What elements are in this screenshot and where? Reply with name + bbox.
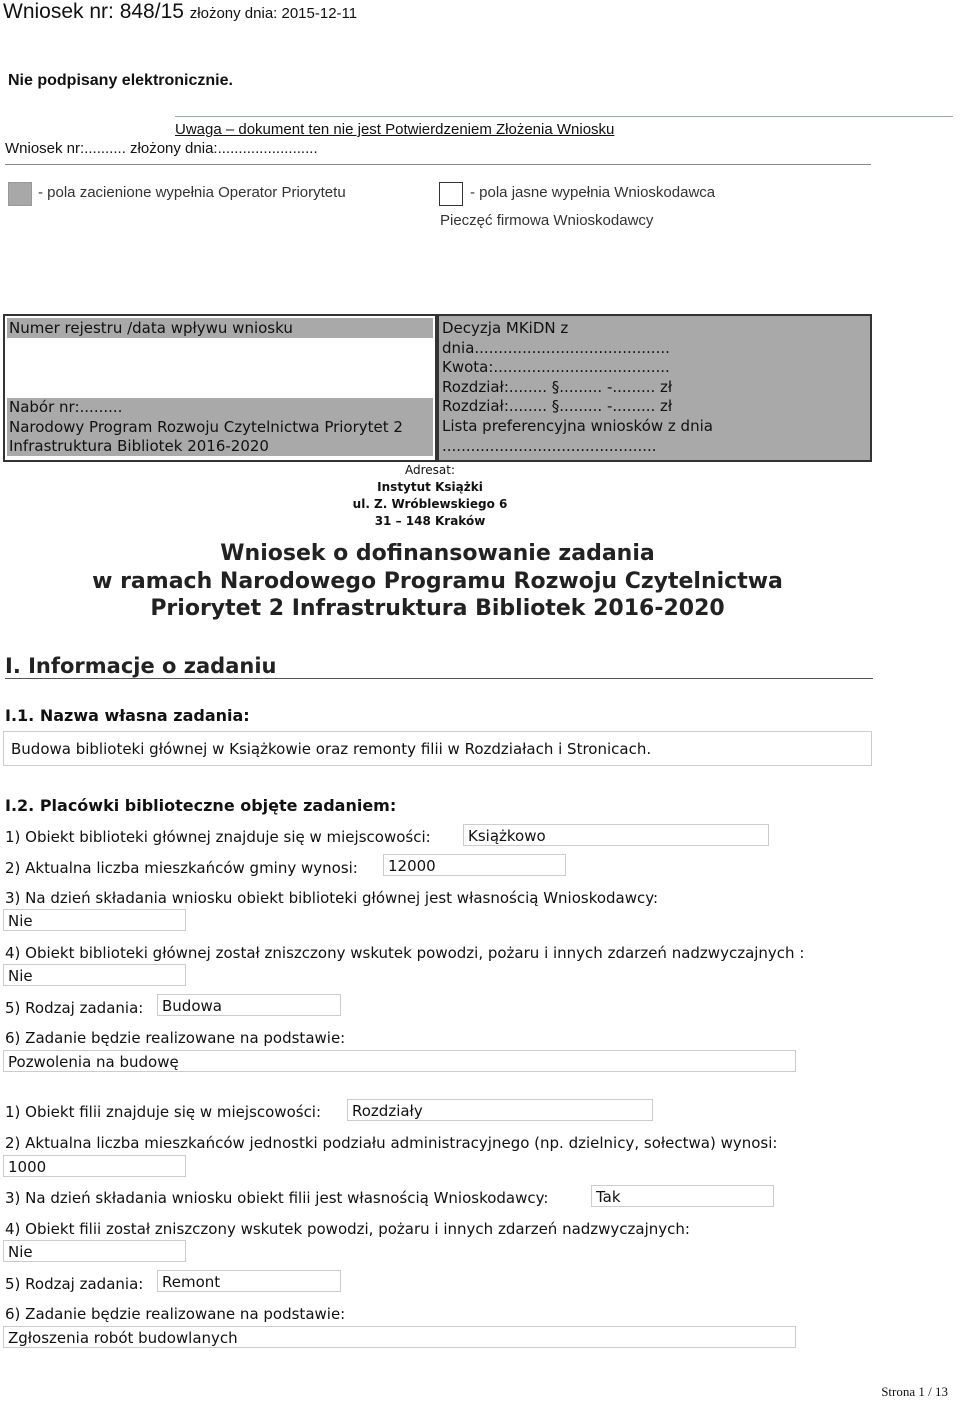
preference-date-line: ............................................. xyxy=(442,436,657,455)
amount-line: Kwota:..................................... xyxy=(442,358,670,377)
addressee-city: 31 – 148 Kraków xyxy=(374,514,486,528)
header-divider xyxy=(5,164,871,165)
receipt-line: Wniosek nr:.......... złożony dnia:........................ xyxy=(5,140,318,157)
libraries-heading: I.2. Placówki biblioteczne objęte zadaniem: xyxy=(5,796,397,815)
main-title-line-1: Wniosek o dofinansowanie zadania xyxy=(220,541,655,566)
program-line-2: Infrastruktura Bibliotek 2016-2020 xyxy=(9,437,269,456)
task-name-heading: I.1. Nazwa własna zadania: xyxy=(5,706,250,725)
warning-divider xyxy=(175,116,953,117)
budget-line-1: Rozdział:........ §......... -......... zł xyxy=(442,377,673,396)
branch-location-field: Rozdziały xyxy=(347,1099,653,1121)
main-task-type-field: Budowa xyxy=(157,994,341,1016)
light-field-swatch xyxy=(439,182,463,206)
addressee-street: ul. Z. Wróblewskiego 6 xyxy=(352,497,508,511)
document-title xyxy=(3,0,357,24)
main-location-field: Książkowo xyxy=(463,824,769,846)
main-basis-field: Pozwolenia na budowę xyxy=(3,1050,796,1072)
company-stamp-label: Pieczęć firmowa Wnioskodawcy xyxy=(440,212,654,229)
main-ownership-field: Nie xyxy=(3,909,186,931)
page-number: Strona 1 / 13 xyxy=(881,1384,948,1399)
addressee-block xyxy=(330,462,530,530)
operator-register-box xyxy=(3,314,437,462)
main-location-question: 1) Obiekt biblioteki głównej znajduje się w miejscowości: xyxy=(5,828,431,846)
submission-date: złożony dnia: 2015-12-11 xyxy=(189,5,358,22)
main-task-type-question: 5) Rodzaj zadania: xyxy=(5,999,144,1017)
gray-field-swatch xyxy=(8,182,32,206)
branch-basis-question: 6) Zadanie będzie realizowane na podstawie: xyxy=(5,1305,346,1323)
branch-ownership-question: 3) Na dzień składania wniosku obiekt filii jest własnością Wnioskodawcy: xyxy=(5,1189,549,1207)
addressee-name: Instytut Książki xyxy=(377,480,483,494)
main-title xyxy=(0,540,875,623)
branch-task-type-question: 5) Rodzaj zadania: xyxy=(5,1275,144,1293)
warning-notice: Uwaga – dokument ten nie jest Potwierdzeniem Złożenia Wniosku xyxy=(175,121,615,138)
main-basis-question: 6) Zadanie będzie realizowane na podstawie: xyxy=(5,1029,346,1047)
branch-destroyed-question: 4) Obiekt filii został zniszczony wskutek powodzi, pożaru i innych zdarzeń nadzwyczajnych: xyxy=(5,1220,690,1238)
section-heading: I. Informacje o zadaniu xyxy=(5,654,277,678)
decision-date-line: dnia......................................... xyxy=(442,338,670,357)
gray-field-legend: - pola zacienione wypełnia Operator Priorytetu xyxy=(38,184,346,201)
application-number: Wniosek nr: 848/15 xyxy=(3,0,184,23)
main-ownership-question: 3) Na dzień składania wniosku obiekt biblioteki głównej jest własnością Wnioskodawcy: xyxy=(5,889,659,907)
addressee-label: Adresat: xyxy=(404,463,456,477)
branch-destroyed-field: Nie xyxy=(3,1240,186,1262)
program-line-1: Narodowy Program Rozwoju Czytelnictwa Priorytet 2 xyxy=(9,417,403,436)
light-field-legend: - pola jasne wypełnia Wnioskodawca xyxy=(470,184,716,201)
main-title-line-3: Priorytet 2 Infrastruktura Bibliotek 2016-2020 xyxy=(150,596,725,621)
budget-line-2: Rozdział:........ §......... -......... zł xyxy=(442,397,673,416)
decision-line: Decyzja MKiDN z xyxy=(442,319,569,337)
main-title-line-2: w ramach Narodowego Programu Rozwoju Czytelnictwa xyxy=(92,568,783,594)
branch-population-field: 1000 xyxy=(3,1155,186,1177)
section-divider xyxy=(5,678,873,679)
branch-task-type-field: Remont xyxy=(157,1270,341,1292)
register-label: Numer rejestru /data wpływu wniosku xyxy=(9,319,293,337)
preference-list-line: Lista preferencyjna wniosków z dnia xyxy=(442,417,713,435)
main-destroyed-field: Nie xyxy=(3,964,186,986)
unsigned-notice: Nie podpisany elektronicznie. xyxy=(8,72,233,89)
main-population-field: 12000 xyxy=(383,854,566,876)
branch-location-question: 1) Obiekt filii znajduje się w miejscowości: xyxy=(5,1103,322,1121)
main-destroyed-question: 4) Obiekt biblioteki głównej został zniszczony wskutek powodzi, pożaru i innych zdarzeń nadzwyczajnych : xyxy=(5,944,805,962)
main-population-question: 2) Aktualna liczba mieszkańców gminy wynosi: xyxy=(5,859,358,877)
branch-population-question: 2) Aktualna liczba mieszkańców jednostki podziału administracyjnego (np. dzielnicy, sołectwa) wynosi: xyxy=(5,1134,778,1152)
branch-ownership-field: Tak xyxy=(591,1185,774,1207)
branch-basis-field: Zgłoszenia robót budowlanych xyxy=(3,1326,796,1348)
operator-decision-box xyxy=(437,314,872,462)
task-name-value: Budowa biblioteki głównej w Książkowie oraz remonty filii w Rozdziałach i Stronicach. xyxy=(11,740,652,758)
task-name-field xyxy=(3,731,872,766)
nabor-label: Nabór nr:......... xyxy=(9,398,123,416)
register-blank-area xyxy=(7,338,433,398)
